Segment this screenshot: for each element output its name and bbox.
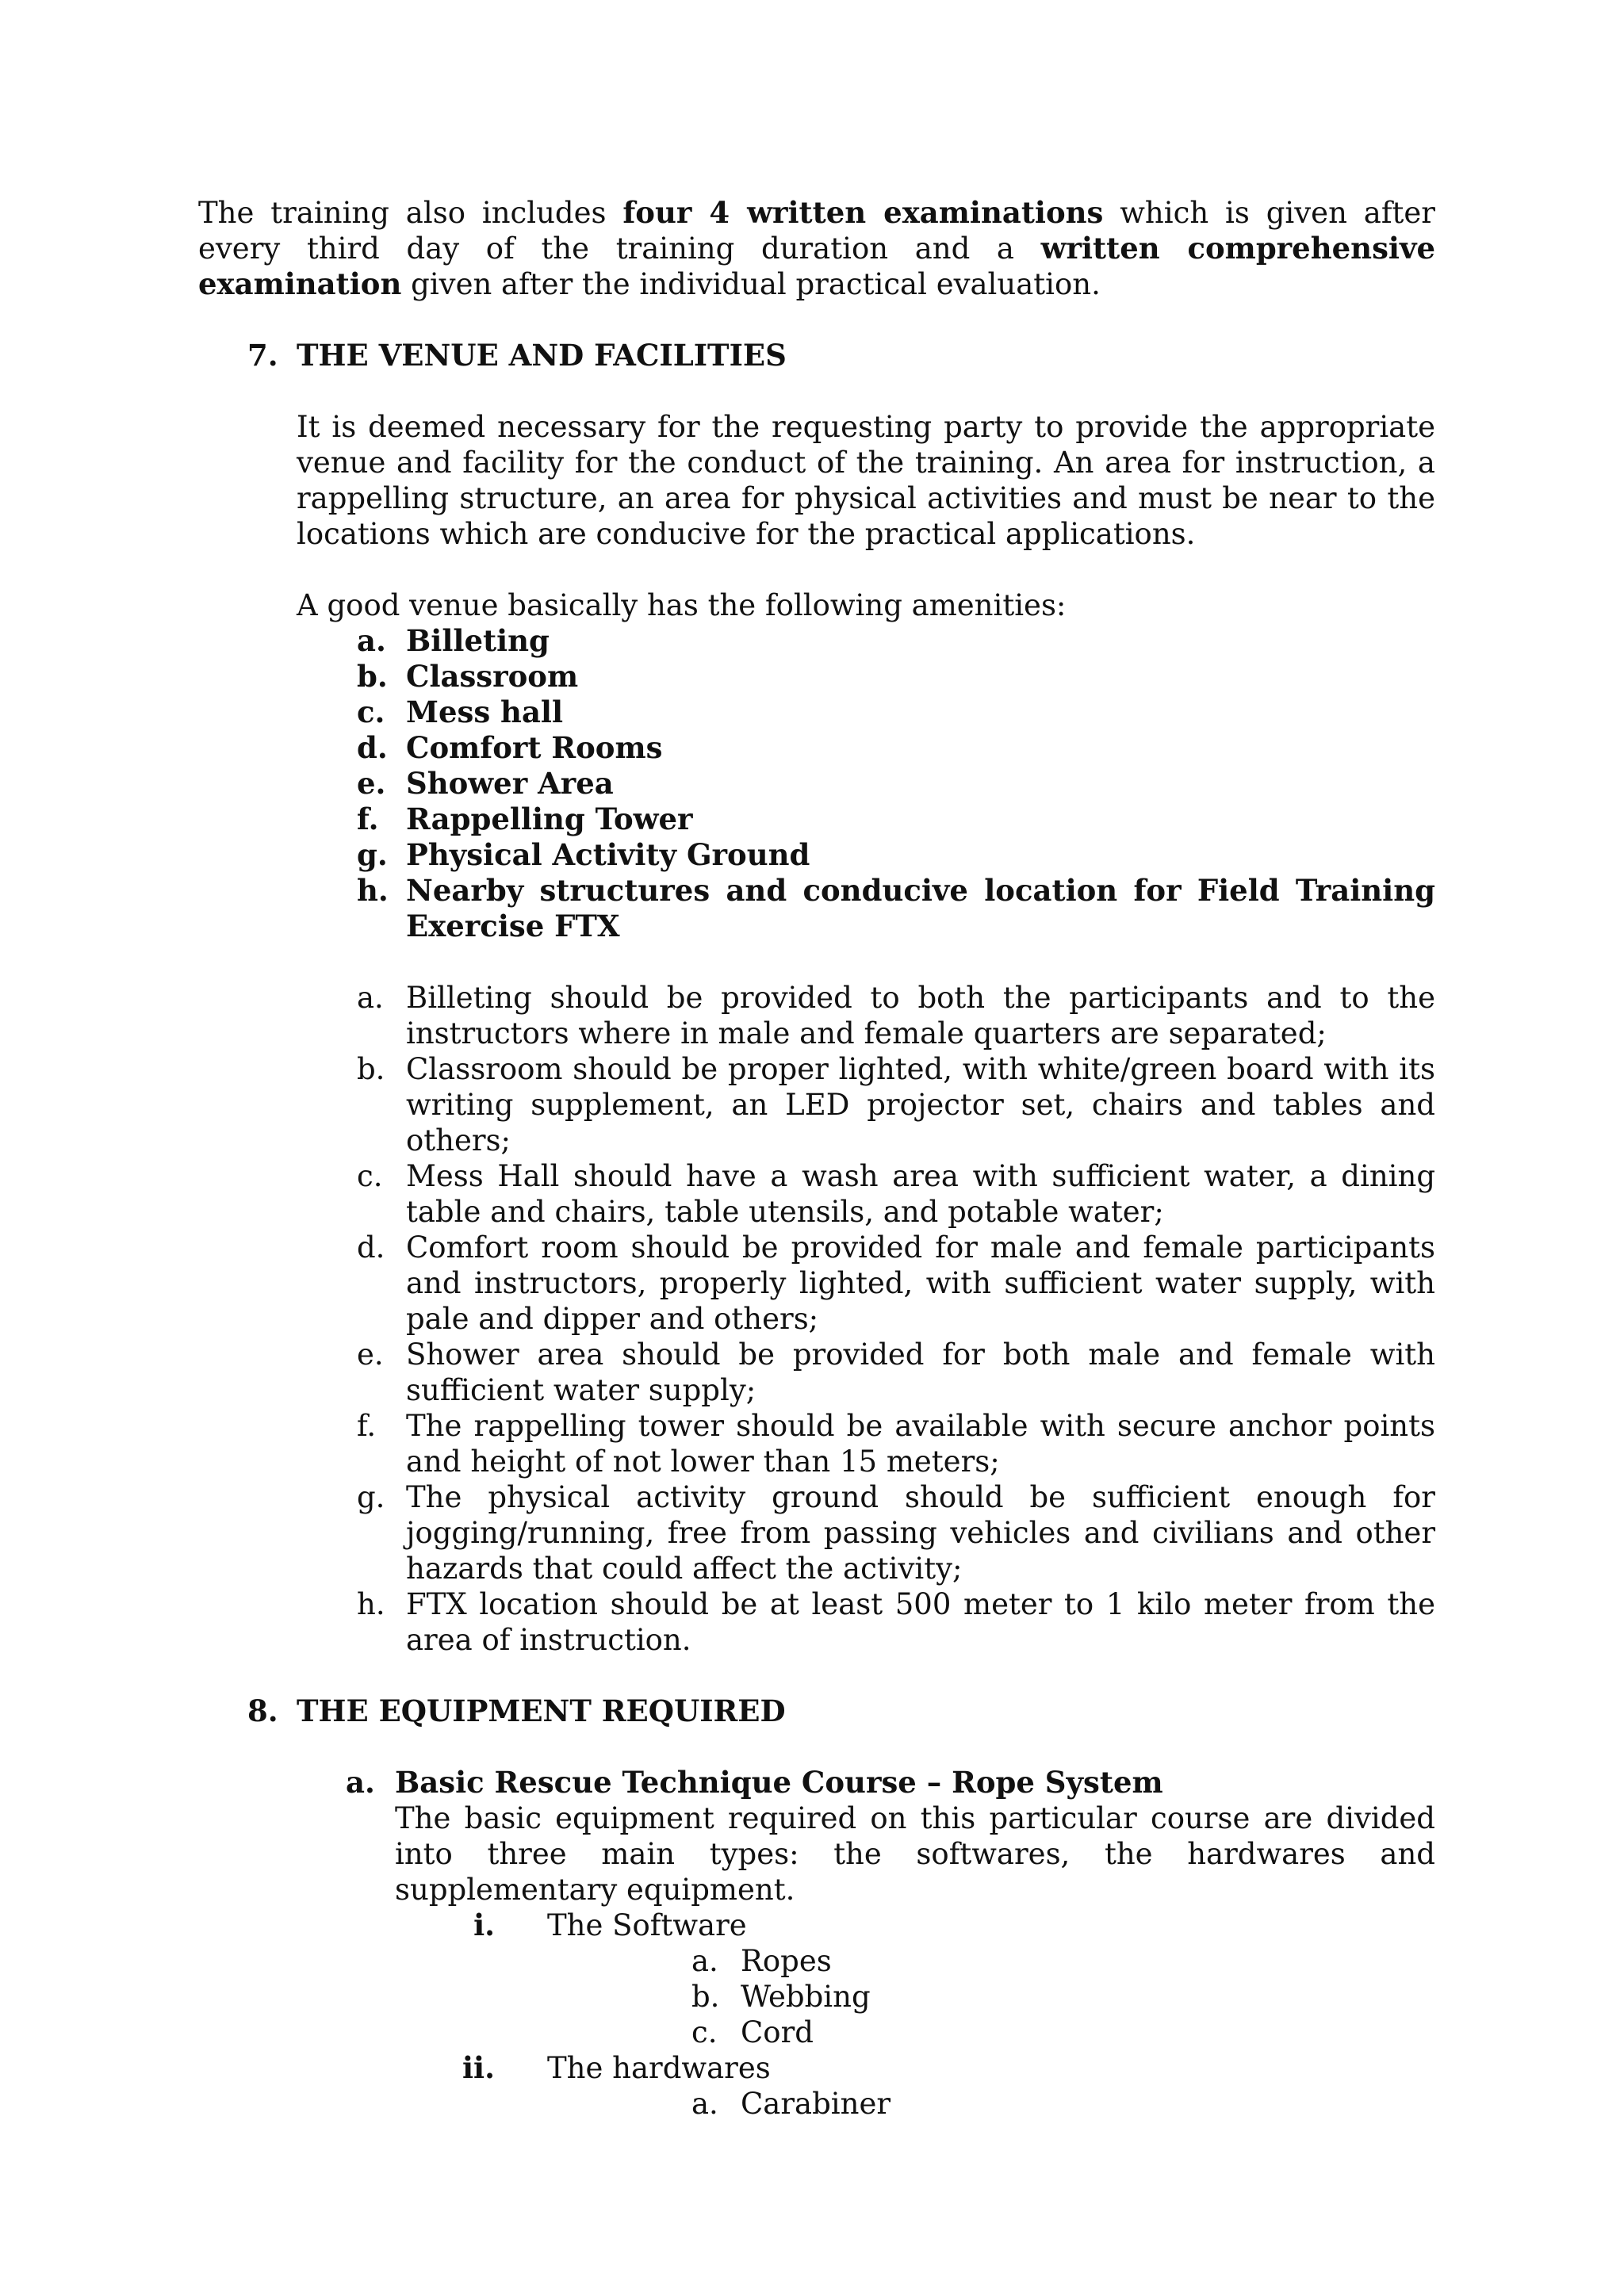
amenities-intro: A good venue basically has the following amenities:	[297, 588, 1067, 622]
list-item	[691, 1979, 1435, 2015]
list-item	[357, 837, 1435, 873]
equipment-item-list	[691, 1943, 1435, 2050]
list-item	[357, 623, 1435, 659]
equipment-description: The basic equipment required on this particular course are divided into three main types: the softwares, the hardwares and supplementary equipment.	[395, 1801, 1435, 1907]
list-marker: d.	[357, 730, 388, 765]
list-text: Nearby structures and conducive location for Field Training Exercise FTX	[406, 873, 1435, 943]
intro-bold-1: four 4 written examinations	[622, 195, 1104, 230]
list-item	[357, 802, 1435, 837]
list-text: Shower area should be provided for both male and female with sufficient water supply;	[406, 1337, 1435, 1407]
list-marker: h.	[357, 1587, 385, 1621]
list-text: Classroom should be proper lighted, with white/green board with its writing supplement, an LED projector set, chairs and tables and others;	[406, 1052, 1435, 1158]
list-marker: b.	[357, 659, 388, 694]
list-marker: d.	[357, 1230, 385, 1265]
list-text: Webbing	[741, 1980, 871, 2014]
list-text: Shower Area	[406, 766, 614, 801]
amenity-list	[357, 623, 1435, 944]
list-text: Cord	[741, 2015, 814, 2049]
list-item	[357, 695, 1435, 730]
list-text: Classroom	[406, 659, 579, 694]
section-7-body	[297, 409, 1435, 623]
list-marker: g.	[357, 837, 388, 872]
list-text: Billeting should be provided to both the participants and to the instructors where in male and female quarters are separated;	[406, 981, 1435, 1050]
equipment-type-heading	[198, 2050, 1435, 2086]
list-marker: f.	[357, 1409, 377, 1443]
list-item	[357, 873, 1435, 944]
equipment-subsection-title	[346, 1765, 1435, 1800]
section-7-heading	[247, 338, 1435, 373]
intro-text-2: which is given after every third day of the training duration and a	[198, 196, 1435, 266]
equipment-subsection	[346, 1765, 1435, 1908]
list-text: Ropes	[741, 1944, 832, 1978]
venue-paragraph: It is deemed necessary for the requesting party to provide the appropriate venue and facility for the conduct of the training. An area for instruction, a rappelling structure, an area for physical activities and must be near to the locations which are conducive for the practical applications.	[297, 410, 1435, 551]
list-marker: a.	[346, 1765, 375, 1800]
list-text: Comfort Rooms	[406, 730, 663, 765]
list-text: Comfort room should be provided for male and female participants and instructors, properly lighted, with sufficient water supply, with pale and dipper and others;	[406, 1230, 1435, 1336]
intro-bold-2: written comprehensive examination	[198, 231, 1435, 301]
list-marker: a.	[691, 2087, 718, 2121]
section-7-number: 7.	[247, 338, 278, 373]
list-marker: b.	[357, 1052, 385, 1086]
list-item	[691, 1943, 1435, 1979]
section-8-title: THE EQUIPMENT REQUIRED	[297, 1693, 786, 1728]
intro-text-1: The training also includes	[198, 196, 623, 230]
amenity-detail-list	[357, 980, 1435, 1658]
list-item	[357, 1158, 1435, 1230]
list-item	[357, 1408, 1435, 1479]
document-page	[198, 195, 1435, 2122]
list-text: Carabiner	[741, 2087, 891, 2121]
list-text: Physical Activity Ground	[406, 837, 810, 872]
list-marker: a.	[691, 1944, 718, 1978]
list-text: Mess Hall should have a wash area with sufficient water, a dining table and chairs, table utensils, and potable water;	[406, 1159, 1435, 1229]
list-text: Mess hall	[406, 695, 564, 729]
roman-marker: i.	[473, 1908, 495, 1942]
list-item	[691, 2015, 1435, 2050]
list-item	[357, 766, 1435, 802]
list-item	[357, 980, 1435, 1051]
section-7-title: THE VENUE AND FACILITIES	[297, 338, 787, 373]
list-text: Billeting	[406, 623, 550, 658]
list-item	[357, 1586, 1435, 1658]
list-marker: a.	[357, 623, 386, 658]
list-item	[357, 1479, 1435, 1586]
list-marker: c.	[357, 1159, 383, 1193]
equipment-type-label: The Software	[547, 1908, 747, 1942]
list-item	[357, 730, 1435, 766]
list-text: Rappelling Tower	[406, 802, 693, 836]
list-text: FTX location should be at least 500 meter to 1 kilo meter from the area of instruction.	[406, 1587, 1435, 1657]
equipment-type	[198, 1908, 1435, 2050]
list-text: The rappelling tower should be available with secure anchor points and height of not lower than 15 meters;	[406, 1409, 1435, 1479]
list-marker: h.	[357, 873, 389, 908]
list-marker: b.	[691, 1980, 720, 2014]
equipment-type-heading	[198, 1908, 1435, 1943]
list-marker: c.	[357, 695, 385, 729]
list-marker: c.	[691, 2015, 718, 2049]
list-text: The physical activity ground should be sufficient enough for jogging/running, free from passing vehicles and civilians and other hazards that could affect the activity;	[406, 1480, 1435, 1586]
equipment-type-list	[198, 1908, 1435, 2122]
intro-paragraph	[198, 195, 1435, 302]
list-item	[357, 1230, 1435, 1337]
list-item	[357, 1051, 1435, 1158]
list-marker: g.	[357, 1480, 385, 1514]
section-8-number: 8.	[247, 1693, 278, 1728]
list-marker: e.	[357, 1337, 384, 1372]
list-item	[357, 1337, 1435, 1408]
equipment-type	[198, 2050, 1435, 2122]
equipment-type-label: The hardwares	[547, 2051, 771, 2085]
list-item	[357, 659, 1435, 695]
list-item	[691, 2086, 1435, 2122]
list-marker: e.	[357, 766, 386, 801]
subsection-title-text: Basic Rescue Technique Course – Rope System	[395, 1765, 1163, 1800]
section-8-heading	[247, 1693, 1435, 1729]
intro-text-3: given after the individual practical evaluation.	[401, 267, 1101, 301]
roman-marker: ii.	[462, 2050, 495, 2085]
equipment-item-list	[691, 2086, 1435, 2122]
list-marker: a.	[357, 981, 384, 1015]
list-marker: f.	[357, 802, 379, 836]
